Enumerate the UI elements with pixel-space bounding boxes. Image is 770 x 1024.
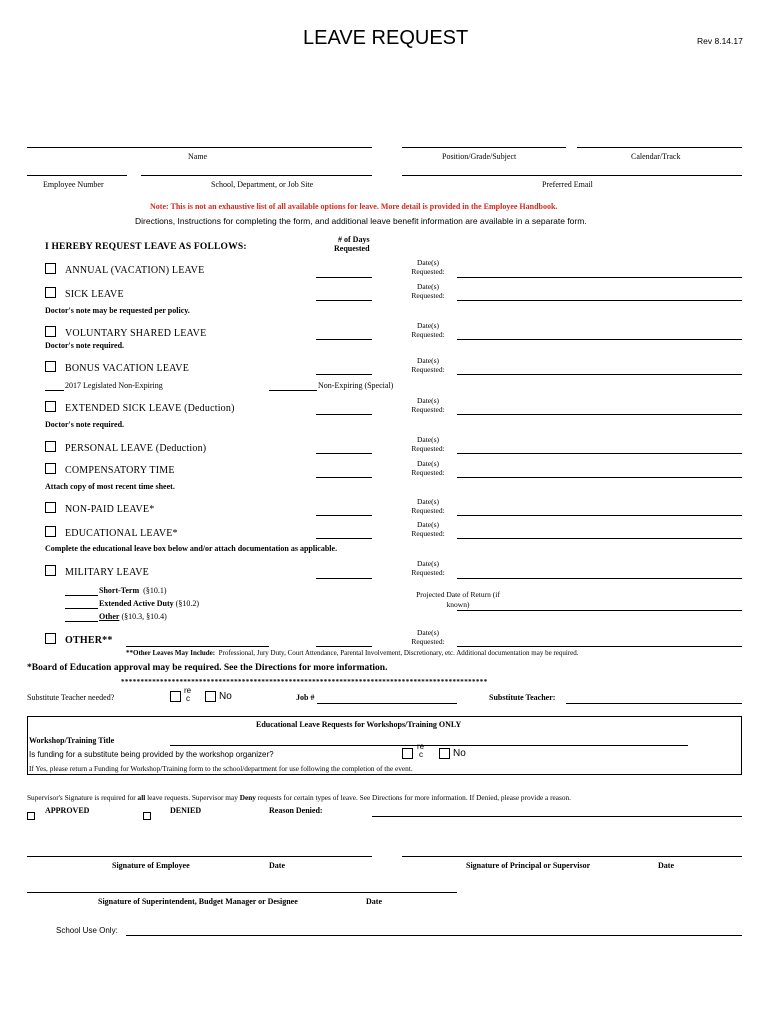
military-dates-label: Date(s) Requested:	[411, 559, 445, 577]
comp-note: Attach copy of most recent time sheet.	[45, 482, 175, 491]
employee-number-field[interactable]	[27, 175, 127, 176]
bonus-leave-checkbox[interactable]	[45, 361, 56, 372]
mil-other-label: Other (§10.3, §10.4)	[99, 612, 167, 621]
principal-date-label: Date	[658, 861, 674, 870]
bonus-legislated-label: 2017 Legislated Non-Expiring	[65, 381, 163, 390]
comp-dates-label: Date(s) Requested:	[411, 459, 445, 477]
voluntary-dates-label: Date(s) Requested:	[411, 321, 445, 339]
mil-short-label: Short-Term (§10.1)	[99, 586, 167, 595]
sick-dates-field[interactable]	[457, 300, 742, 301]
mil-short-blank[interactable]	[65, 595, 98, 596]
extended-sick-label: EXTENDED SICK LEAVE (Deduction)	[65, 403, 235, 414]
projected-return-field[interactable]	[457, 610, 742, 611]
projected-return-label: Projected Date of Return (if known)	[416, 590, 500, 609]
request-heading: I HEREBY REQUEST LEAVE AS FOLLOWS:	[45, 242, 247, 252]
principal-signature-label: Signature of Principal or Supervisor	[466, 861, 591, 870]
red-note: Note: This is not an exhaustive list of all available options for leave. More detail is provided in the Employee Handbook.	[150, 202, 558, 211]
extended-sick-dates-field[interactable]	[457, 414, 742, 415]
voluntary-dates-field[interactable]	[457, 339, 742, 340]
revision-label: Rev 8.14.17	[697, 36, 743, 46]
nonpaid-dates-label: Date(s) Requested:	[411, 497, 445, 515]
substitute-teacher-label: Substitute Teacher:	[489, 693, 556, 702]
annual-leave-label: ANNUAL (VACATION) LEAVE	[65, 265, 205, 276]
bonus-special-blank[interactable]	[269, 390, 317, 391]
educational-box-title: Educational Leave Requests for Workshops/Training ONLY	[256, 720, 462, 729]
directions-note: Directions, Instructions for completing the form, and additional leave benefit information are available in a separate form.	[135, 216, 587, 226]
superintendent-signature-label: Signature of Superintendent, Budget Manager or Designee	[98, 897, 298, 906]
nonpaid-leave-checkbox[interactable]	[45, 502, 56, 513]
other-leave-checkbox[interactable]	[45, 633, 56, 644]
principal-signature-field[interactable]	[402, 856, 742, 857]
preferred-email-field[interactable]	[402, 175, 742, 176]
annual-days-field[interactable]	[316, 277, 372, 278]
substitute-teacher-field[interactable]	[566, 703, 742, 704]
reason-denied-label: Reason Denied:	[269, 806, 323, 815]
annual-dates-label: Date(s) Requested:	[411, 258, 445, 276]
calendar-label: Calendar/Track	[631, 152, 681, 161]
substitute-no-checkbox[interactable]	[205, 691, 216, 702]
comp-time-label: COMPENSATORY TIME	[65, 465, 175, 476]
star-divider: **********************************************************************************************	[121, 678, 488, 686]
comp-dates-field[interactable]	[457, 477, 742, 478]
bonus-dates-label: Date(s) Requested:	[411, 356, 445, 374]
position-field[interactable]	[402, 147, 566, 148]
calendar-field[interactable]	[577, 147, 742, 148]
mil-other-blank[interactable]	[65, 621, 98, 622]
bonus-special-label: Non-Expiring (Special)	[318, 381, 394, 390]
nonpaid-dates-field[interactable]	[457, 515, 742, 516]
workshop-title-field[interactable]	[170, 745, 688, 746]
bonus-legislated-blank[interactable]	[45, 390, 64, 391]
educational-dates-field[interactable]	[457, 538, 742, 539]
substitute-no-label: No	[219, 691, 232, 702]
other-dates-field[interactable]	[457, 646, 742, 647]
personal-leave-label: PERSONAL LEAVE (Deduction)	[65, 443, 207, 454]
school-use-field[interactable]	[126, 935, 742, 936]
extended-sick-days-field[interactable]	[316, 414, 372, 415]
military-days-field[interactable]	[316, 578, 372, 579]
mil-extended-blank[interactable]	[65, 608, 98, 609]
school-label: School, Department, or Job Site	[211, 180, 314, 189]
board-approval-note: *Board of Education approval may be required. See the Directions for more information.	[27, 663, 388, 673]
funding-question: Is funding for a substitute being provided by the workshop organizer?	[29, 750, 274, 759]
sick-leave-checkbox[interactable]	[45, 287, 56, 298]
personal-dates-field[interactable]	[457, 453, 742, 454]
extended-sick-checkbox[interactable]	[45, 401, 56, 412]
nonpaid-days-field[interactable]	[316, 515, 372, 516]
voluntary-leave-checkbox[interactable]	[45, 326, 56, 337]
mil-extended-label: Extended Active Duty (§10.2)	[99, 599, 199, 608]
sick-dates-label: Date(s) Requested:	[411, 282, 445, 300]
position-label: Position/Grade/Subject	[442, 152, 517, 161]
employee-signature-label: Signature of Employee	[112, 861, 190, 870]
sick-days-field[interactable]	[316, 300, 372, 301]
comp-days-field[interactable]	[316, 477, 372, 478]
nonpaid-leave-label: NON-PAID LEAVE*	[65, 504, 155, 515]
bonus-dates-field[interactable]	[457, 374, 742, 375]
military-leave-checkbox[interactable]	[45, 565, 56, 576]
days-col-header-1: # of Days	[338, 235, 370, 244]
job-number-label: Job #	[296, 693, 315, 702]
educational-leave-checkbox[interactable]	[45, 526, 56, 537]
superintendent-signature-field[interactable]	[27, 892, 457, 893]
military-leave-label: MILITARY LEAVE	[65, 567, 149, 578]
personal-dates-label: Date(s) Requested:	[411, 435, 445, 453]
school-field[interactable]	[141, 175, 372, 176]
school-use-label: School Use Only:	[56, 926, 118, 935]
personal-leave-checkbox[interactable]	[45, 441, 56, 452]
other-leave-label: OTHER**	[65, 635, 113, 646]
approved-label: APPROVED	[45, 806, 90, 815]
denied-label: DENIED	[170, 806, 202, 815]
funding-if-yes-note: If Yes, please return a Funding for Workshop/Training form to the school/department for use following the completion of the event.	[29, 764, 413, 773]
other-description-field[interactable]	[126, 646, 269, 647]
name-field[interactable]	[27, 147, 372, 148]
annual-leave-checkbox[interactable]	[45, 263, 56, 274]
educational-dates-label: Date(s) Requested:	[411, 520, 445, 538]
substitute-yes-fragment: re c	[184, 686, 192, 703]
job-number-field[interactable]	[317, 703, 457, 704]
voluntary-note: Doctor's note required.	[45, 341, 125, 350]
name-label: Name	[188, 152, 208, 161]
days-col-header-2: Requested	[334, 244, 370, 253]
employee-number-label: Employee Number	[43, 180, 104, 189]
funding-yes-fragment: re c	[417, 742, 425, 759]
substitute-yes-checkbox[interactable]	[170, 691, 181, 702]
extended-sick-dates-label: Date(s) Requested:	[411, 396, 445, 414]
educational-days-field[interactable]	[316, 538, 372, 539]
educational-leave-label: EDUCATIONAL LEAVE*	[65, 528, 178, 539]
comp-time-checkbox[interactable]	[45, 463, 56, 474]
voluntary-days-field[interactable]	[316, 339, 372, 340]
sick-note: Doctor's note may be requested per policy.	[45, 306, 190, 315]
educational-note: Complete the educational leave box below and/or attach documentation as applicable.	[45, 544, 338, 553]
reason-denied-field[interactable]	[372, 816, 742, 817]
page-title: LEAVE REQUEST	[303, 27, 469, 49]
employee-date-label: Date	[269, 861, 285, 870]
funding-yes-checkbox[interactable]	[402, 748, 413, 759]
military-dates-field[interactable]	[457, 578, 742, 579]
personal-days-field[interactable]	[316, 453, 372, 454]
approved-checkbox[interactable]	[27, 812, 35, 820]
other-dates-label: Date(s) Requested:	[411, 628, 445, 646]
preferred-email-label: Preferred Email	[542, 180, 593, 189]
funding-no-label: No	[453, 748, 466, 759]
bonus-leave-label: BONUS VACATION LEAVE	[65, 363, 190, 374]
superintendent-date-label: Date	[366, 897, 382, 906]
bonus-days-field[interactable]	[316, 374, 372, 375]
denied-checkbox[interactable]	[143, 812, 151, 820]
sick-leave-label: SICK LEAVE	[65, 289, 124, 300]
employee-signature-field[interactable]	[27, 856, 372, 857]
substitute-needed-label: Substitute Teacher needed?	[27, 693, 115, 702]
extended-sick-note: Doctor's note required.	[45, 420, 125, 429]
supervisor-note: Supervisor's Signature is required for all leave requests. Supervisor may Deny requests for certain types of leave. See Directions for more information. If Denied, please provide a reason.	[27, 793, 571, 802]
annual-dates-field[interactable]	[457, 277, 742, 278]
funding-no-checkbox[interactable]	[439, 748, 450, 759]
other-days-field[interactable]	[316, 646, 372, 647]
voluntary-leave-label: VOLUNTARY SHARED LEAVE	[65, 328, 207, 339]
other-leaves-note: **Other Leaves May Include: Professional, Jury Duty, Court Attendance, Parental Involvement, Discretionary, etc. Additional documentation may be required.	[126, 649, 579, 657]
workshop-title-label: Workshop/Training Title	[29, 736, 115, 745]
